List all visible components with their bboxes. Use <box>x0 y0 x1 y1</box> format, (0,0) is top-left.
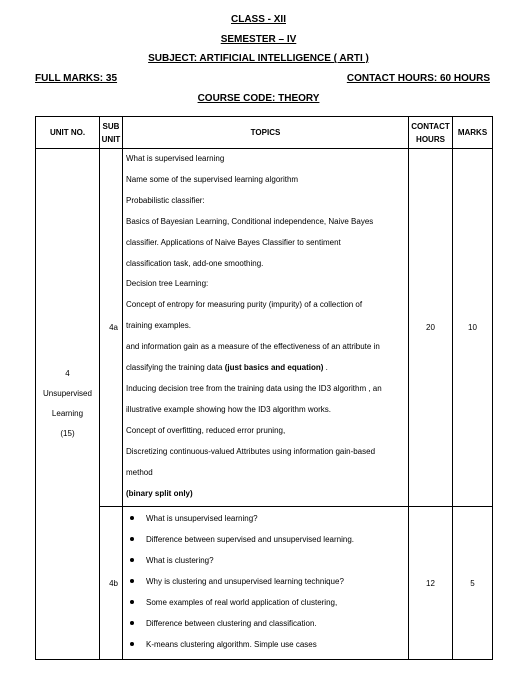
topic-emphasis: (binary split only) <box>126 488 193 498</box>
subject-heading: SUBJECT: ARTIFICIAL INTELLIGENCE ( ARTI ) <box>148 53 369 64</box>
list-item: Difference between clustering and classification. <box>126 613 408 634</box>
topics-4b <box>123 507 409 660</box>
topic-line: Concept of overfitting, reduced error pruning, <box>126 425 286 435</box>
topic-line: training examples. <box>126 321 191 331</box>
list-item: Difference between supervised and unsupervised learning. <box>126 529 408 550</box>
contact-hours-total: CONTACT HOURS: 60 HOURS <box>346 73 490 84</box>
class-heading: CLASS - XII <box>230 14 286 25</box>
topic-line: classifier. Applications of Naive Bayes Classifier to sentiment <box>126 237 341 247</box>
bullet-icon <box>130 642 134 646</box>
table-row <box>36 507 493 660</box>
topic-line: Inducing decision tree from the training data using the ID3 algorithm , an <box>126 383 382 393</box>
unit-name-2: Learning <box>51 409 84 418</box>
bullet-icon <box>130 600 134 604</box>
col-topics: TOPICS <box>123 117 409 149</box>
semester-heading: SEMESTER – IV <box>220 34 297 45</box>
topic-line: Discretizing continuous-valued Attributes using information gain-based <box>126 446 376 456</box>
contact-hours-4b: 12 <box>409 507 453 660</box>
col-sub-unit: SUB UNIT <box>100 117 123 149</box>
topic-line: Concept of entropy for measuring purity (impurity) of a collection of <box>126 300 363 310</box>
unit-marks: (15) <box>60 429 75 438</box>
marks-4b: 5 <box>453 507 493 660</box>
list-item: K-means clustering algorithm. Simple use cases <box>126 634 408 655</box>
unit-number: 4 <box>65 369 70 378</box>
table-row <box>36 149 493 507</box>
full-marks: FULL MARKS: 35 <box>35 73 118 84</box>
list-item: Why is clustering and unsupervised learning technique? <box>126 571 408 592</box>
bullet-icon <box>130 516 134 520</box>
bullet-icon <box>130 558 134 562</box>
topic-line: Basics of Bayesian Learning, Conditional independence, Naive Bayes <box>126 216 374 226</box>
topic-emphasis: (just basics and equation) <box>224 363 324 373</box>
sub-unit-4a: 4a <box>100 149 123 507</box>
topic-line: What is supervised learning <box>126 154 225 163</box>
topic-line: and information gain as a measure of the effectiveness of an attribute in <box>126 342 380 352</box>
unit-cell <box>36 149 100 660</box>
unit-name: Unsupervised <box>43 389 92 398</box>
bullet-icon <box>130 621 134 625</box>
topic-line: Name some of the supervised learning algorithm <box>126 174 299 184</box>
table-header-row <box>36 117 493 149</box>
course-code: COURSE CODE: THEORY <box>197 93 320 104</box>
topics-4a <box>123 149 409 507</box>
list-item: What is clustering? <box>126 550 408 571</box>
col-marks: MARKS <box>453 117 493 149</box>
syllabus-table <box>35 116 493 660</box>
topic-line: illustrative example showing how the ID3 algorithm works. <box>126 404 331 414</box>
topic-text: . <box>323 363 328 373</box>
topic-line <box>126 484 408 505</box>
list-item: What is unsupervised learning? <box>126 508 408 529</box>
col-unit-no: UNIT NO. <box>36 117 100 149</box>
topic-text: classifying the training data <box>126 363 225 373</box>
marks-4a: 10 <box>453 149 493 507</box>
bullet-icon <box>130 537 134 541</box>
list-item: Some examples of real world application of clustering, <box>126 592 408 613</box>
contact-hours-4a: 20 <box>409 149 453 507</box>
bullet-icon <box>130 579 134 583</box>
topic-line: classification task, add-one smoothing. <box>126 258 264 268</box>
topic-line: Decision tree Learning: <box>126 279 209 289</box>
topic-line <box>126 358 408 379</box>
topic-line: Probabilistic classifier: <box>126 195 205 205</box>
col-contact-hours: CONTACT HOURS <box>409 117 453 149</box>
topic-line: method <box>126 467 153 477</box>
sub-unit-4b: 4b <box>100 507 123 660</box>
